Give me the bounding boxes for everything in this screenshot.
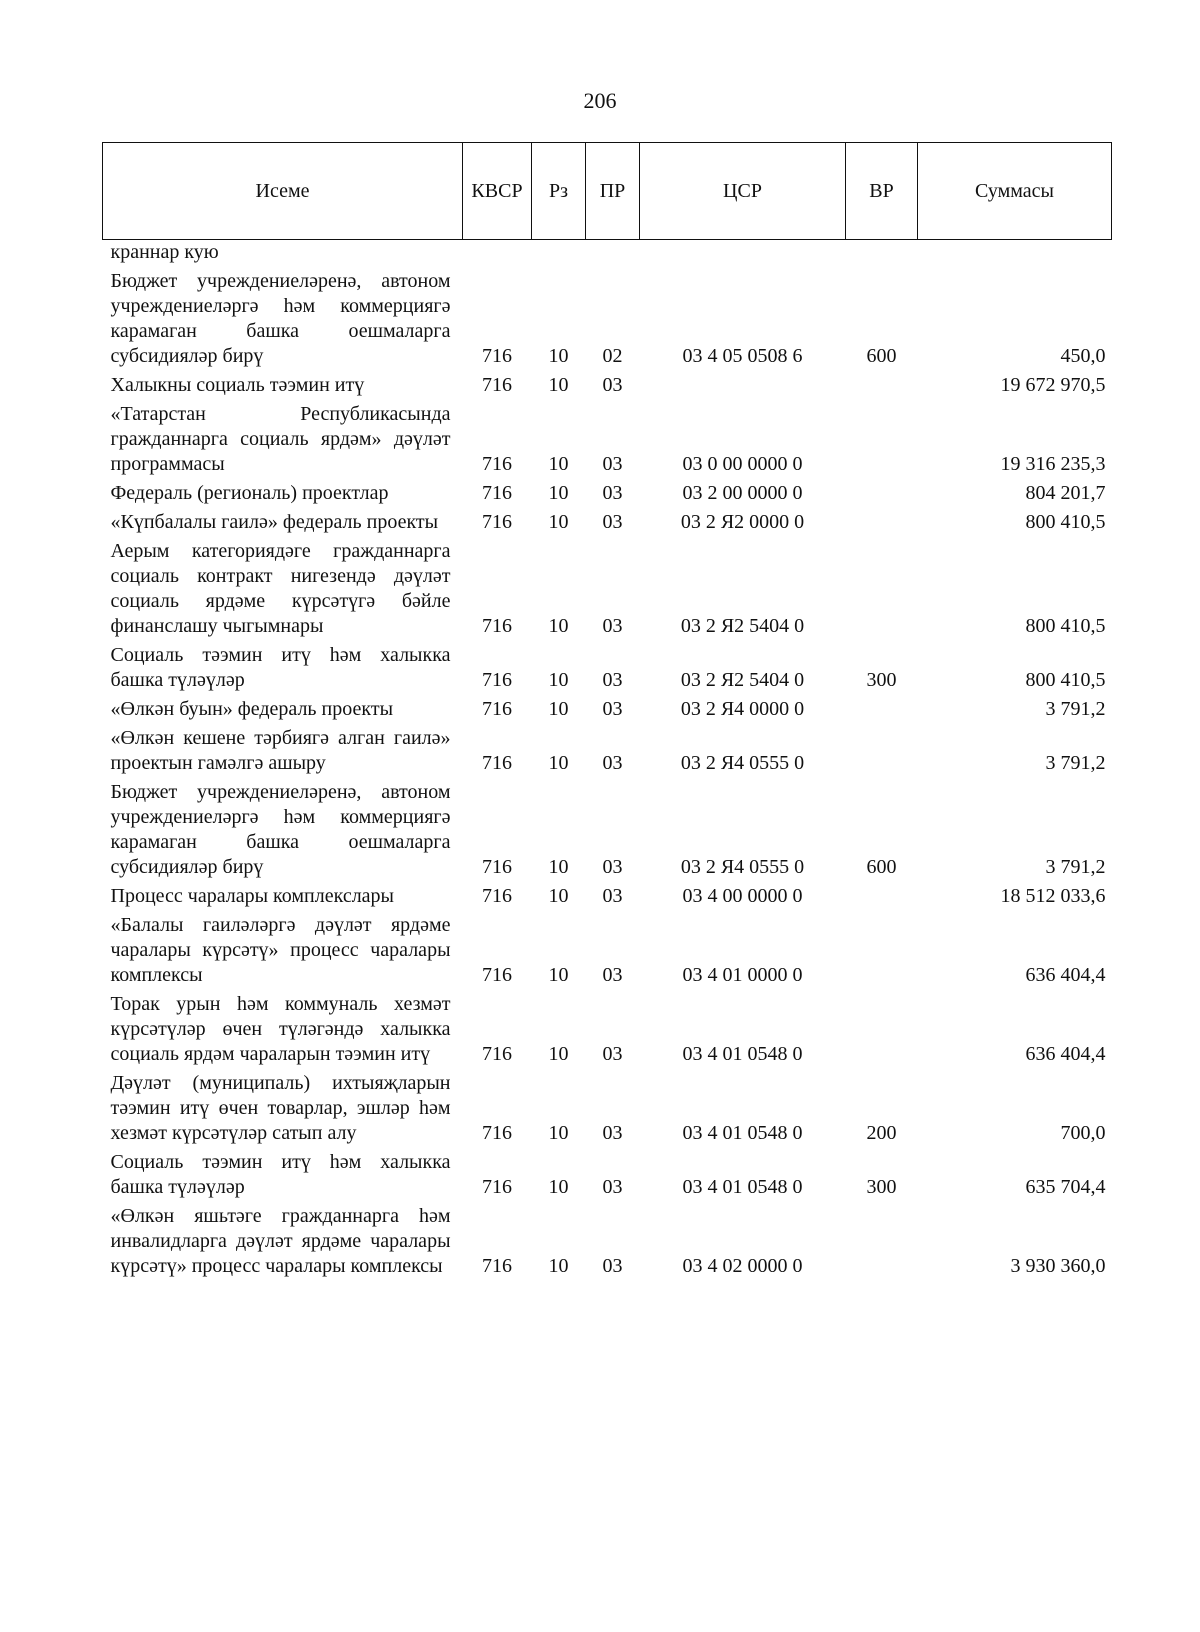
table-row: [103, 1200, 1112, 1279]
cell-pr: 03: [602, 453, 623, 475]
table-row: [103, 909, 1112, 988]
cell-vr: [846, 909, 918, 988]
cell-kvsr: 716: [482, 345, 512, 367]
cell-vr: [846, 693, 918, 722]
table-row: [103, 880, 1112, 909]
cell-pr: 03: [602, 752, 623, 774]
cell-name: «Күпбалалы гаилә» федераль проекты: [110, 511, 439, 533]
table-row: [103, 535, 1112, 639]
header-name: Исеме: [103, 143, 463, 240]
cell-sum: 3 930 360,0: [1010, 1255, 1106, 1277]
cell-vr: 200: [866, 1122, 897, 1144]
cell-kvsr: 716: [482, 1043, 512, 1065]
table-row: [103, 369, 1112, 398]
cell-csr: 03 2 Я2 5404 0: [680, 615, 805, 637]
cell-vr: [846, 988, 918, 1067]
cell-kvsr: 716: [482, 1176, 512, 1198]
cell-name: Социаль тәэмин итү һәм халыкка башка түләүләр: [110, 1151, 451, 1198]
cell-kvsr: 716: [482, 453, 512, 475]
cell-vr: [846, 722, 918, 776]
cell-vr: [846, 240, 918, 266]
cell-csr: 03 2 Я4 0555 0: [680, 752, 805, 774]
cell-rz: 10: [548, 374, 569, 396]
cell-kvsr: 716: [482, 669, 512, 691]
cell-name: Бюджет учреждениеләренә, автоном учреждениеләргә һәм коммерциягә карамаган башка оешмаларга субсидияләр бирү: [110, 270, 451, 367]
cell-csr: [640, 240, 846, 266]
cell-name: Федераль (региональ) проектлар: [110, 482, 389, 504]
cell-sum: 3 791,2: [1045, 698, 1106, 720]
cell-name: Халыкны социаль тәэмин итү: [110, 374, 365, 396]
header-rz: Рз: [532, 143, 586, 240]
cell-name: краннар кую: [110, 241, 219, 263]
cell-pr: 03: [602, 1255, 623, 1277]
cell-name: Дәүләт (муниципаль) ихтыяҗларын тәэмин итү өчен товарлар, эшләр һәм хезмәт күрсәтүләр сатып алу: [110, 1072, 451, 1144]
cell-kvsr: 716: [482, 698, 512, 720]
cell-kvsr: 716: [482, 885, 512, 907]
cell-vr: [846, 506, 918, 535]
cell-pr: 02: [602, 345, 623, 367]
cell-name: Социаль тәэмин итү һәм халыкка башка түләүләр: [110, 644, 451, 691]
cell-sum: 450,0: [1060, 345, 1106, 367]
cell-sum: 18 512 033,6: [1000, 885, 1106, 907]
header-csr: ЦСР: [640, 143, 846, 240]
cell-name: «Өлкән кешене тәрбиягә алган гаилә» проектын гамәлгә ашыру: [110, 727, 451, 774]
table-row: [103, 506, 1112, 535]
header-pr: ПР: [586, 143, 640, 240]
cell-rz: 10: [548, 752, 569, 774]
cell-csr: 03 2 Я2 5404 0: [680, 669, 805, 691]
cell-sum: 3 791,2: [1045, 856, 1106, 878]
cell-rz: 10: [548, 885, 569, 907]
cell-pr: [586, 240, 640, 266]
table-row: [103, 639, 1112, 693]
cell-csr: 03 4 02 0000 0: [682, 1255, 803, 1277]
cell-name: «Татарстан Республикасында гражданнарга социаль ярдәм» дәүләт программасы: [110, 403, 451, 475]
cell-pr: 03: [602, 698, 623, 720]
table-row: [103, 477, 1112, 506]
table-row: [103, 776, 1112, 880]
cell-rz: 10: [548, 511, 569, 533]
cell-csr: 03 4 05 0508 6: [682, 345, 803, 367]
cell-kvsr: 716: [482, 615, 512, 637]
cell-csr: [640, 369, 846, 398]
table-row: [103, 722, 1112, 776]
cell-rz: 10: [548, 1043, 569, 1065]
cell-rz: 10: [548, 1255, 569, 1277]
cell-sum: 19 672 970,5: [1000, 374, 1106, 396]
cell-name: «Өлкән яшьтәге гражданнарга һәм инвалидларга дәүләт ярдәме чаралары күрсәтү» процесс чаралары комплексы: [110, 1205, 451, 1277]
cell-sum: 800 410,5: [1025, 615, 1106, 637]
cell-sum: 800 410,5: [1025, 511, 1106, 533]
cell-pr: 03: [602, 1122, 623, 1144]
cell-name: «Өлкән буын» федераль проекты: [110, 698, 394, 720]
cell-sum: 19 316 235,3: [1000, 453, 1106, 475]
cell-kvsr: 716: [482, 511, 512, 533]
cell-kvsr: 716: [482, 1255, 512, 1277]
table-body: [103, 240, 1112, 1280]
cell-sum: 636 404,4: [1025, 1043, 1106, 1065]
cell-kvsr: 716: [482, 752, 512, 774]
cell-sum: 700,0: [1060, 1122, 1106, 1144]
cell-csr: 03 2 00 0000 0: [682, 482, 803, 504]
header-vr: ВР: [846, 143, 918, 240]
cell-csr: 03 4 00 0000 0: [682, 885, 803, 907]
table-row: [103, 693, 1112, 722]
cell-sum: 800 410,5: [1025, 669, 1106, 691]
table-row: [103, 240, 1112, 266]
cell-vr: 300: [866, 1176, 897, 1198]
cell-vr: 600: [866, 856, 897, 878]
cell-name: Торак урын һәм коммуналь хезмәт күрсәтүләр өчен түләгәндә халыкка социаль ярдәм чараларын тәэмин итү: [110, 993, 451, 1065]
header-sum: Суммасы: [918, 143, 1112, 240]
cell-rz: 10: [548, 1176, 569, 1198]
table-row: [103, 1146, 1112, 1200]
cell-csr: 03 4 01 0548 0: [682, 1176, 803, 1198]
cell-pr: 03: [602, 669, 623, 691]
cell-name: Процесс чаралары комплекслары: [110, 885, 394, 907]
budget-table: [102, 142, 1112, 1279]
cell-csr: 03 2 Я4 0000 0: [680, 698, 805, 720]
page-number: 206: [583, 88, 617, 113]
cell-sum: 635 704,4: [1025, 1176, 1106, 1198]
cell-rz: 10: [548, 856, 569, 878]
cell-rz: 10: [548, 964, 569, 986]
cell-rz: [532, 240, 586, 266]
cell-pr: 03: [602, 482, 623, 504]
cell-rz: 10: [548, 615, 569, 637]
cell-kvsr: 716: [482, 482, 512, 504]
cell-vr: [846, 477, 918, 506]
table-row: [103, 398, 1112, 477]
cell-pr: 03: [602, 1176, 623, 1198]
cell-pr: 03: [602, 615, 623, 637]
cell-name: Бюджет учреждениеләренә, автоном учреждениеләргә һәм коммерциягә карамаган башка оешмаларга субсидияләр бирү: [110, 781, 451, 878]
cell-rz: 10: [548, 482, 569, 504]
cell-rz: 10: [548, 1122, 569, 1144]
cell-kvsr: 716: [482, 856, 512, 878]
table-row: [103, 1067, 1112, 1146]
cell-pr: 03: [602, 964, 623, 986]
cell-vr: [846, 369, 918, 398]
cell-kvsr: 716: [482, 374, 512, 396]
cell-vr: [846, 880, 918, 909]
cell-pr: 03: [602, 374, 623, 396]
cell-csr: 03 4 01 0000 0: [682, 964, 803, 986]
cell-csr: 03 0 00 0000 0: [682, 453, 803, 475]
cell-name: «Балалы гаиләләргә дәүләт ярдәме чаралары күрсәтү» процесс чаралары комплексы: [110, 914, 451, 986]
cell-sum: 636 404,4: [1025, 964, 1106, 986]
cell-pr: 03: [602, 885, 623, 907]
cell-pr: 03: [602, 1043, 623, 1065]
cell-sum: 3 791,2: [1045, 752, 1106, 774]
cell-rz: 10: [548, 345, 569, 367]
table-header-row: [103, 143, 1112, 240]
cell-rz: 10: [548, 698, 569, 720]
cell-vr: 300: [866, 669, 897, 691]
cell-csr: 03 4 01 0548 0: [682, 1122, 803, 1144]
table-row: [103, 988, 1112, 1067]
cell-pr: 03: [602, 856, 623, 878]
cell-rz: 10: [548, 453, 569, 475]
cell-csr: 03 2 Я4 0555 0: [680, 856, 805, 878]
cell-rz: 10: [548, 669, 569, 691]
cell-sum: [918, 240, 1112, 266]
cell-vr: [846, 1200, 918, 1279]
cell-vr: [846, 398, 918, 477]
cell-csr: 03 4 01 0548 0: [682, 1043, 803, 1065]
cell-sum: 804 201,7: [1025, 482, 1106, 504]
cell-name: Аерым категориядәге гражданнарга социаль контракт нигезендә дәүләт социаль ярдәме күрсәтүгә бәйле финанслашу чыгымнары: [110, 540, 451, 637]
cell-kvsr: [463, 240, 532, 266]
header-kvsr: КВСР: [463, 143, 532, 240]
table-row: [103, 265, 1112, 369]
cell-kvsr: 716: [482, 964, 512, 986]
cell-csr: 03 2 Я2 0000 0: [680, 511, 805, 533]
cell-kvsr: 716: [482, 1122, 512, 1144]
cell-vr: [846, 535, 918, 639]
cell-pr: 03: [602, 511, 623, 533]
cell-vr: 600: [866, 345, 897, 367]
